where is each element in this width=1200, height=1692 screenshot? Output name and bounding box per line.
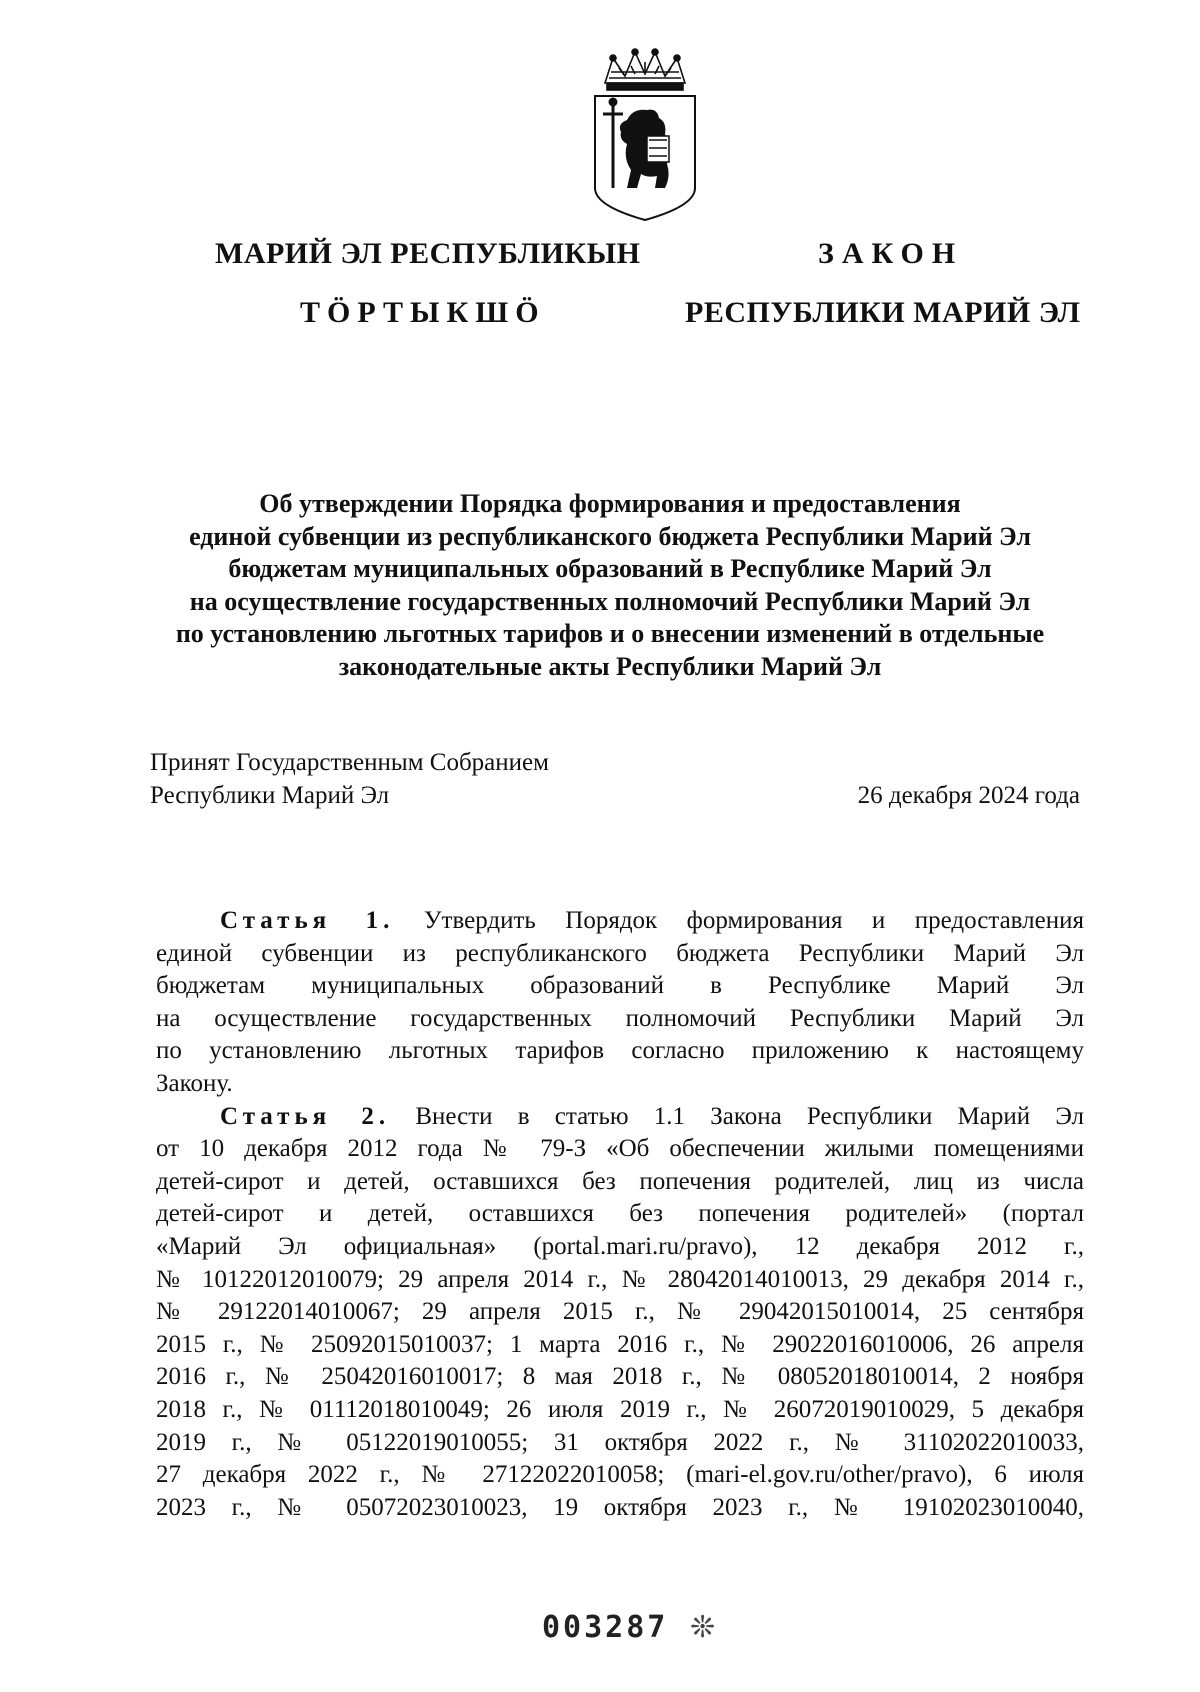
- coat-of-arms-emblem: [585, 48, 705, 223]
- article-1-label: Статья 1.: [220, 907, 395, 934]
- article-line: бюджетам муниципальных образований в Республике Марий Эл: [156, 972, 1084, 1000]
- article-line: 2018 г., № 01112018010049; 26 июля 2019 г., № 26072019010029, 5 декабря: [156, 1395, 1084, 1423]
- title-line: на осуществление государственных полномочий Республики Марий Эл: [189, 586, 1031, 616]
- stamp-mark-icon: ❊: [690, 1611, 716, 1644]
- adopted-by-line: Принят Государственным Собранием: [150, 749, 549, 776]
- header-republic-russian: РЕСПУБЛИКИ МАРИЙ ЭЛ: [685, 296, 1081, 329]
- article-line: «Марий Эл официальная» (portal.mari.ru/pravo), 12 декабря 2012 г.,: [156, 1232, 1084, 1260]
- article-line: от 10 декабря 2012 года № 79-З «Об обеспечении жилыми помещениями: [156, 1135, 1084, 1163]
- article-line: 2023 г., № 05072023010023, 19 октября 2023 г., № 19102023010040,: [156, 1493, 1084, 1521]
- adopted-by-line: Республики Марий Эл: [150, 782, 390, 809]
- title-line: единой субвенции из республиканского бюджета Республики Марий Эл: [189, 521, 1031, 551]
- header-law-russian: ЗАКОН: [818, 237, 964, 270]
- adoption-date: 26 декабря 2024 года: [857, 782, 1080, 809]
- header-law-marii: ТӦРТЫКШӦ: [300, 296, 546, 329]
- crown-icon: [605, 49, 685, 90]
- title-line: бюджетам муниципальных образований в Республике Марий Эл: [228, 554, 992, 583]
- article-text: Утвердить Порядок формирования и предоставления: [423, 907, 1084, 934]
- article-line: по установлению льготных тарифов согласно приложению к настоящему: [156, 1037, 1084, 1065]
- article-line: детей-сирот и детей, оставшихся без попечения родителей» (портал: [156, 1200, 1084, 1228]
- law-body: [156, 905, 1084, 1524]
- article-line: 2015 г., № 25092015010037; 1 марта 2016 г., № 29022016010006, 26 апреля: [156, 1330, 1084, 1358]
- article-line: детей-сирот и детей, оставшихся без попечения родителей, лиц из числа: [156, 1167, 1084, 1195]
- article-2-label: Статья 2.: [220, 1102, 391, 1130]
- title-line: по установлению льготных тарифов и о внесении изменений в отдельные: [175, 619, 1045, 648]
- article-line: Закону.: [156, 1069, 233, 1097]
- title-line: Об утверждении Порядка формирования и предоставления: [259, 489, 961, 518]
- article-text: Внести в статью 1.1 Закона Республики Марий Эл: [415, 1102, 1084, 1130]
- header-republic-marii: МАРИЙ ЭЛ РЕСПУБЛИКЫН: [215, 237, 641, 270]
- article-1-first-line: [156, 905, 1084, 938]
- article-line: единой субвенции из республиканского бюджета Республики Марий Эл: [156, 939, 1084, 967]
- article-line: 2019 г., № 05122019010055; 31 октября 2022 г., № 31102022010033,: [156, 1428, 1084, 1456]
- article-line: на осуществление государственных полномочий Республики Марий Эл: [156, 1004, 1084, 1032]
- adoption-block: [150, 746, 1080, 812]
- article-line: 2016 г., № 25042016010017; 8 мая 2018 г., № 08052018010014, 2 ноября: [156, 1363, 1084, 1391]
- article-line: 27 декабря 2022 г., № 27122022010058; (mari-el.gov.ru/other/pravo), 6 июля: [156, 1461, 1084, 1489]
- title-line: законодательные акты Республики Марий Эл: [338, 651, 882, 681]
- article-line: № 29122014010067; 29 апреля 2015 г., № 29042015010014, 25 сентября: [156, 1298, 1084, 1326]
- article-2-first-line: [156, 1101, 1084, 1134]
- article-line: № 10122012010079; 29 апреля 2014 г., № 28042014010013, 29 декабря 2014 г.,: [156, 1265, 1084, 1293]
- serial-number-stamp: 003287: [542, 1610, 669, 1645]
- law-title: [140, 488, 1080, 683]
